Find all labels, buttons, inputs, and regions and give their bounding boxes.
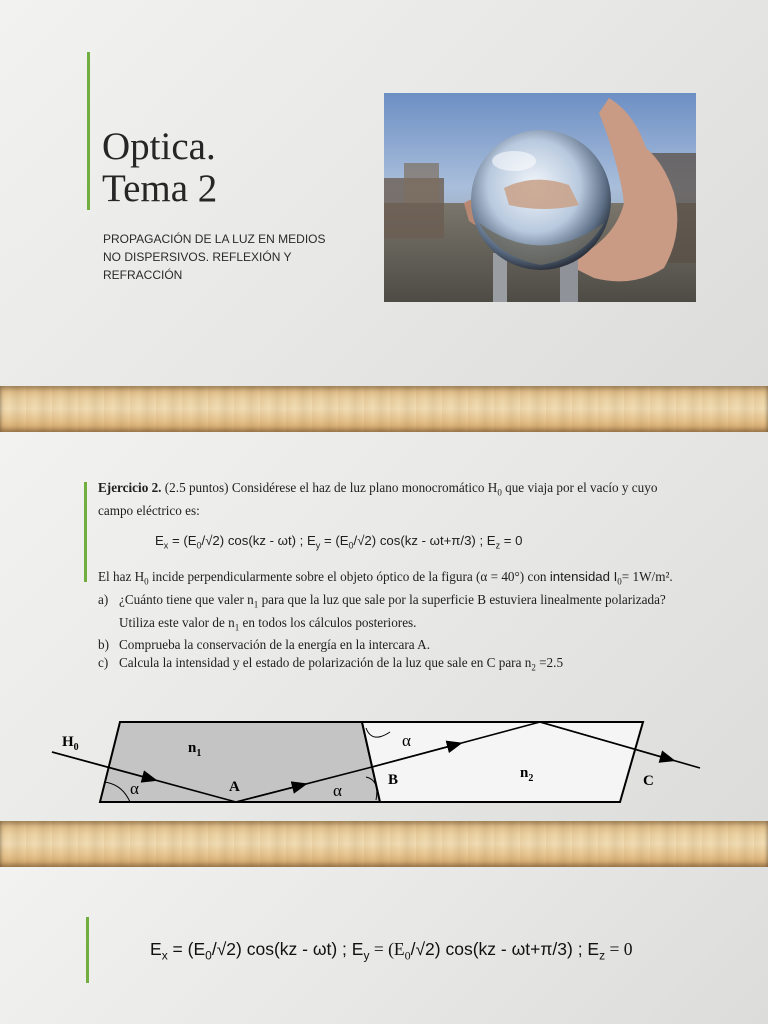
incidence-text: El haz $H_0$ incide perpendicularmente sobre el objeto óptico de la figura (α = 40°) con intensidad $I_0= 1W/m^2$.	[98, 569, 673, 587]
question-a-line2: Utiliza este valor de $n_1$ en todos los cálculos posteriores.	[119, 614, 417, 633]
question-b: b) Comprueba la conservación de la energía en la intercara A.	[98, 637, 430, 653]
accent-bar	[86, 917, 89, 983]
slide-title	[102, 126, 217, 210]
field-equation: $E_x = (E_0/√2)$ cos(kz - ωt) ; $E_y = (E_0/√2)$ cos(kz - ωt+π/3) ; $E_z = 0$	[155, 532, 523, 551]
label-A: A	[229, 779, 240, 795]
label-alpha-3: α	[402, 731, 411, 750]
question-c: c) Calcula la intensidad y el estado de polarización de la luz que sale en C para $n_2 =2.5$	[98, 655, 564, 673]
question-a: a) ¿Cuánto tiene que valer $n_1$ para que la luz que sale por la superficie B estuviera linealmente polarizada?	[98, 591, 666, 610]
accent-bar	[87, 52, 90, 210]
exercise-text	[98, 479, 738, 677]
label-C: C	[643, 773, 654, 789]
label-alpha-1: α	[130, 779, 139, 798]
exercise-heading: Ejercicio 2.	[98, 480, 162, 495]
label-h0: $H_0$	[62, 734, 79, 753]
field-equation-large: $E_x = (E_0/√2)$ cos(kz - ωt) ; $E_y = (E_0/√2)$ cos(kz - ωt+π/3) ; $E_z = 0$	[150, 939, 633, 963]
label-alpha-2: α	[333, 781, 342, 800]
subtitle-line-2: NO DISPERSIVOS. REFLEXIÓN Y	[103, 250, 292, 264]
exercise-slide	[0, 432, 768, 821]
exercise-intro-line2: campo eléctrico es:	[98, 502, 200, 518]
slide-subtitle	[103, 230, 353, 284]
equation-slide	[0, 867, 768, 1024]
title-line-2: Tema 2	[102, 167, 218, 210]
subtitle-line-3: REFRACCIÓN	[103, 268, 183, 282]
label-n1: $n_1$	[188, 740, 202, 759]
wood-divider-2	[0, 821, 768, 867]
optical-diagram	[0, 702, 768, 821]
exercise-intro: Ejercicio 2. (2.5 puntos) Considérese el haz de luz plano monocromático $H_0$ que viaja por el vacío y cuyo	[98, 480, 658, 498]
crystal-ball-photo	[384, 93, 696, 302]
subtitle-line-1: PROPAGACIÓN DE LA LUZ EN MEDIOS	[103, 232, 326, 246]
label-n2: $n_2$	[520, 765, 534, 784]
title-line-1: Optica.	[102, 125, 216, 168]
title-slide	[0, 0, 768, 386]
wood-divider-1	[0, 386, 768, 432]
label-B: B	[388, 772, 399, 788]
accent-bar	[84, 482, 87, 582]
